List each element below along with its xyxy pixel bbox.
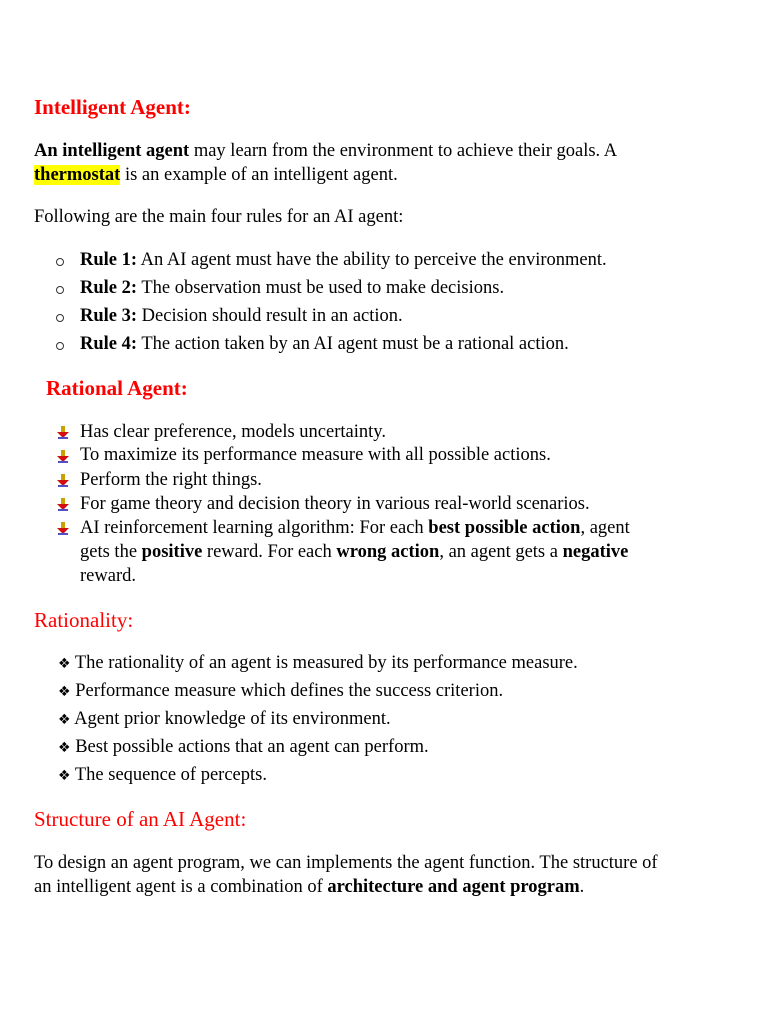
arrow-bullet-icon [56,473,70,487]
arrow-bullet-icon [56,497,70,511]
rule-label: Rule 2: [80,278,138,298]
structure-para-line2 [34,875,584,899]
intelligent-agent-para-line2 [34,163,398,187]
circle-bullet-icon [56,314,64,322]
text: Performance measure which defines the success criterion. [75,681,504,701]
text: . [579,877,585,897]
bold-text: wrong action [336,542,440,562]
diamond-bullet-icon: ❖ [58,712,71,728]
rule-item [80,276,504,300]
heading-structure: Structure of an AI Agent: [34,807,247,831]
thermostat-highlight: thermostat [34,165,121,185]
rational-item: Perform the right things. [80,470,262,490]
text: The rationality of an agent is measured by its performance measure. [74,653,578,673]
diamond-bullet-icon: ❖ [58,768,71,784]
diamond-bullet-icon: ❖ [58,656,71,672]
rule-text: The observation must be used to make decisions. [137,278,505,298]
rational-item: Has clear preference, models uncertainty. [80,422,386,442]
structure-para-line1: To design an agent program, we can implements the agent function. The structure of [34,853,658,873]
rationality-item [58,707,391,732]
bold-text: best possible action [428,518,581,538]
diamond-bullet-icon: ❖ [58,684,71,700]
bold-text: architecture and agent program [327,877,580,897]
text: Best possible actions that an agent can perform. [75,737,429,757]
para-text-1: may learn from the environment to achieve their goals. A [189,141,618,161]
arrow-bullet-icon [56,449,70,463]
rule-text: The action taken by an AI agent must be a rational action. [137,334,569,354]
rational-item-long-line1 [80,516,630,540]
arrow-bullet-icon [56,425,70,439]
rule-text: Decision should result in an action. [137,306,403,326]
rule-label: Rule 4: [80,334,138,354]
intelligent-agent-para-line1 [34,139,617,163]
diamond-bullet-icon: ❖ [58,740,71,756]
rule-label: Rule 3: [80,306,138,326]
heading-rational-agent: Rational Agent: [46,376,188,400]
rule-label: Rule 1: [80,250,138,270]
rules-intro: Following are the main four rules for an AI agent: [34,207,404,227]
rationality-item [58,679,503,704]
circle-bullet-icon [56,342,64,350]
heading-intelligent-agent: Intelligent Agent: [34,95,191,119]
rational-item: For game theory and decision theory in various real-world scenarios. [80,494,590,514]
intelligent-agent-bold: An intelligent agent [34,141,190,161]
text: reward. For each [202,542,337,562]
rule-item [80,304,403,328]
text: , an agent gets a [439,542,563,562]
rationality-item [58,651,578,676]
rational-item: To maximize its performance measure with all possible actions. [80,445,551,465]
circle-bullet-icon [56,286,64,294]
text: gets the [80,542,142,562]
text: an intelligent agent is a combination of [34,877,328,897]
circle-bullet-icon [56,258,64,266]
text: The sequence of percepts. [74,765,267,785]
rationality-item [58,735,429,760]
bold-text: negative [562,542,629,562]
rule-item [80,332,569,356]
rational-item-long-line3: reward. [80,566,136,586]
rationality-item [58,763,267,788]
rule-text: An AI agent must have the ability to perceive the environment. [137,250,607,270]
heading-rationality: Rationality: [34,608,134,632]
text: , agent [580,518,630,538]
arrow-bullet-icon [56,521,70,535]
text: Agent prior knowledge of its environment. [74,709,391,729]
bold-text: positive [141,542,203,562]
rational-item-long-line2 [80,540,628,564]
para-text-2: is an example of an intelligent agent. [120,165,398,185]
rule-item [80,248,607,272]
text: AI reinforcement learning algorithm: For each [80,518,429,538]
